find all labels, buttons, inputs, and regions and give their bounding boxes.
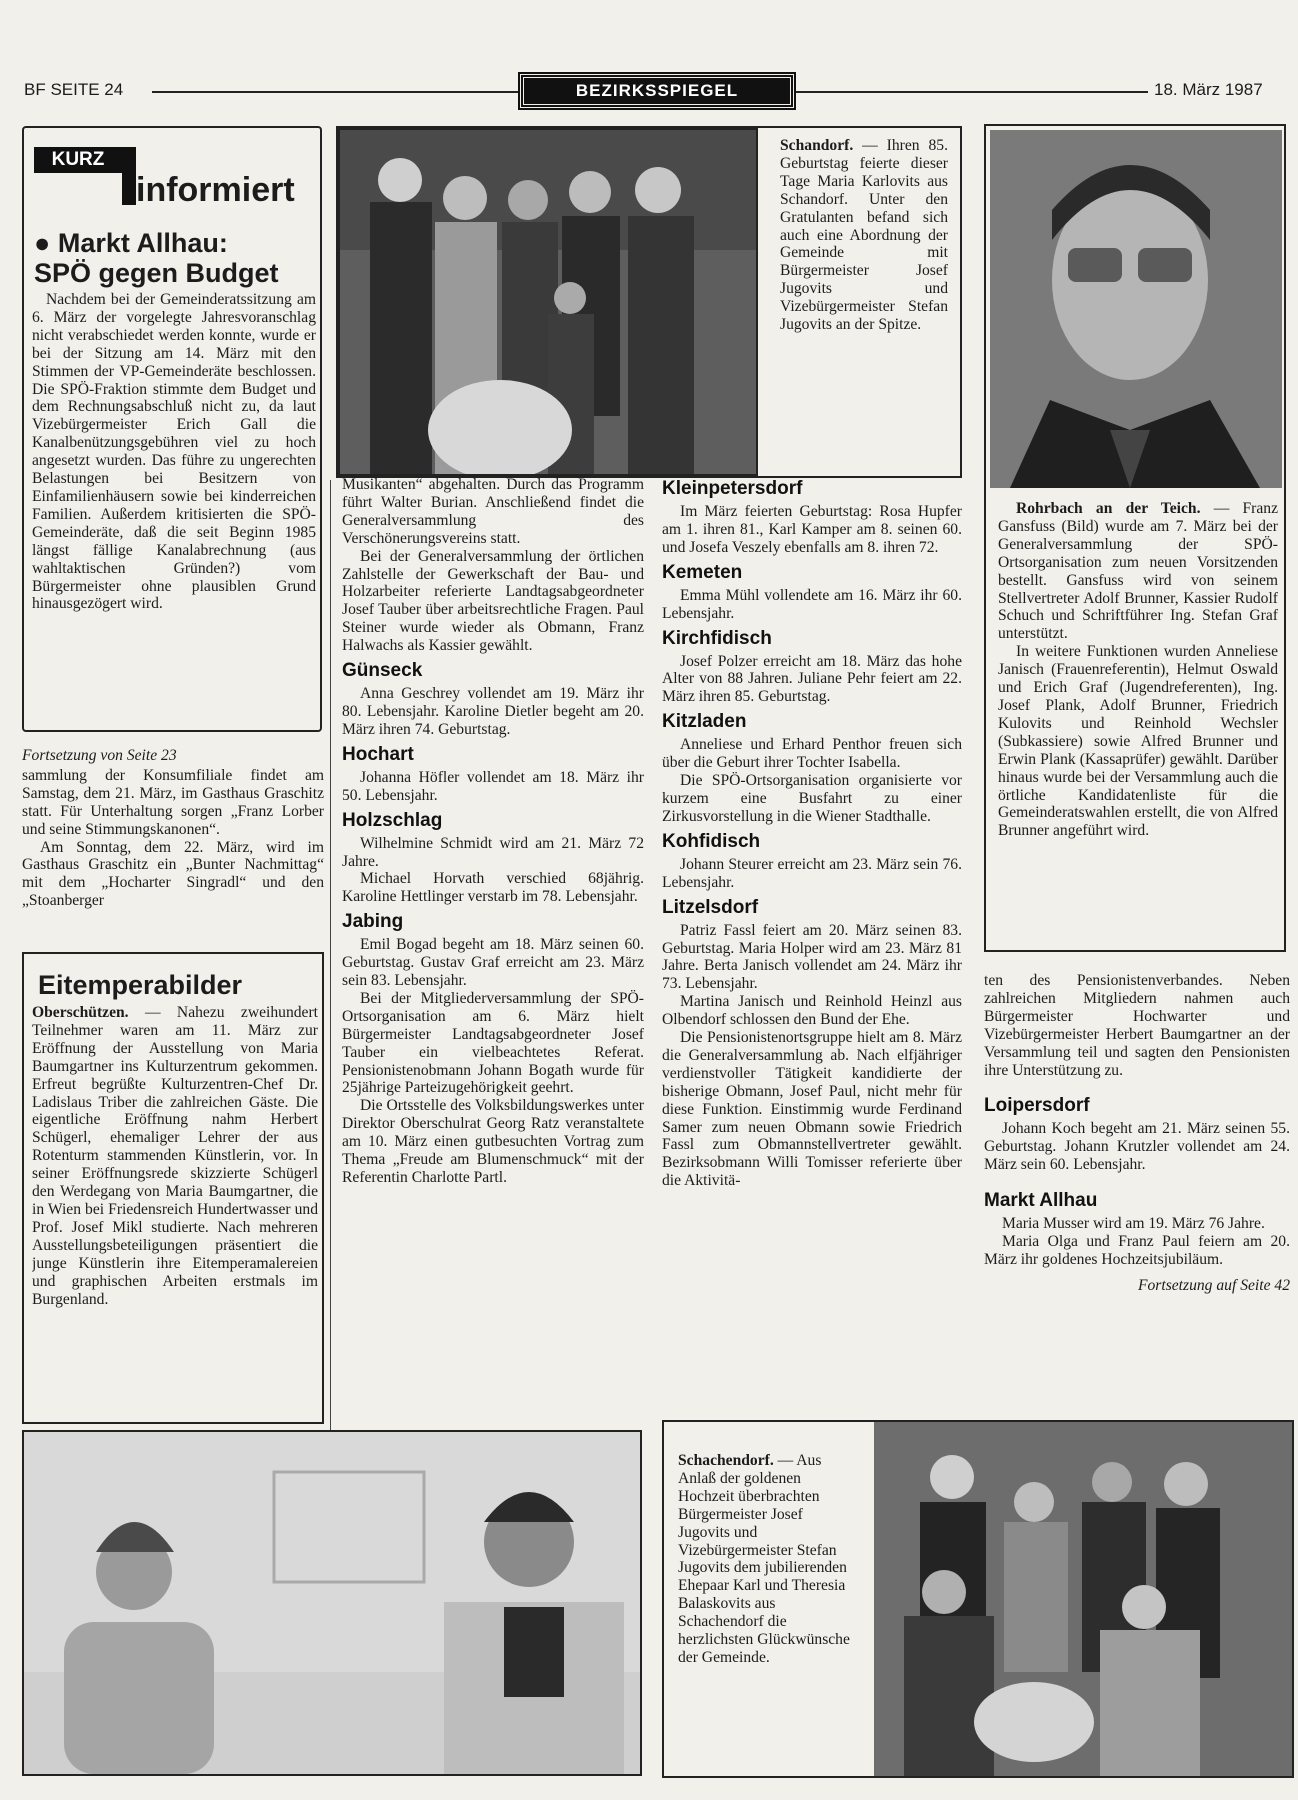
guenseck-text: Anna Geschrey vollendet am 19. März ihr 80. Lebensjahr. Karoline Dietler begeht am 20. März ihren 74. Geburtstag. [342, 685, 644, 738]
heading-guenseck: Günseck [342, 660, 423, 682]
kurz-headline-1: Markt Allhau: [57, 228, 228, 258]
litzelsdorf-text-3: Die Pensionistenortsgruppe hielt am 8. März die Generalversammlung ab. Nach elfjähriger verdienstvoller Tätigkeit kandidierte der bisherige Obmann, Josef Paul, nicht mehr für diese Funktion. Einstimmig wurde Ferdinand Samer zum neuen Obmann sowie Friedrich Fassl zum Obmannstellvertreter gewählt. Bezirksobmann Willi Tomisser referierte über die Aktivitä- [662, 1029, 962, 1190]
heading-kleinpetersdorf: Kleinpetersdorf [662, 478, 803, 499]
kurz-title: informiert [136, 172, 295, 208]
kohfidisch-text: Johann Steurer erreicht am 23. März sein 76. Lebensjahr. [662, 855, 962, 891]
heading-jabing: Jabing [342, 911, 404, 933]
litzelsdorf-text-2: Martina Janisch und Reinhold Heinzl aus Olbendorf schlossen den Bund der Ehe. [662, 993, 962, 1029]
rohrbach-place: Rohrbach an der Teich. [1016, 500, 1201, 517]
kirchfidisch-text: Josef Polzer erreicht am 18. März das hohe Alter von 88 Jahren. Juliane Pehr feiert am 22. März ihren 85. Geburtstag. [662, 652, 962, 706]
schandorf-text: — Ihren 85. Geburtstag feierte dieser Tage Maria Karlovits aus Schandorf. Unter den Gratulanten befand sich auch eine Abordnung der Gemeinde mit Bürgermeister Josef Jugovits und Vizebürgermeister Stefan Jugovits an der Spitze. [780, 137, 948, 334]
rohrbach-portrait [990, 130, 1282, 488]
continuation-p1: sammlung der Konsumfiliale findet am Samstag, dem 21. März, im Gasthaus Graschitz statt. Für Unterhaltung sorgen „Franz Lorber und seine Stimmungskanonen“. [22, 766, 324, 838]
column-2 [342, 476, 644, 1430]
schachendorf-photo [874, 1422, 1294, 1776]
issue-date: 18. März 1987 [1154, 80, 1263, 99]
heading-kirchfidisch: Kirchfidisch [662, 627, 772, 649]
eitemper-title: Eitemperabilder [38, 970, 243, 1000]
bullet-icon: ● [34, 228, 51, 258]
kitzladen-text-2: Die SPÖ-Ortsorganisation organisierte vor kurzem eine Busfahrt zu einer Zirkusvorstellung in die Wiener Stadthalle. [662, 772, 962, 825]
rohrbach-box [984, 124, 1286, 952]
holzschlag-text-1: Wilhelmine Schmidt wird am 21. März 72 Jahre. [342, 834, 644, 870]
schachendorf-text: — Aus Anlaß der goldenen Hochzeit überbrachten Bürgermeister Josef Jugovits und Vizebürgermeister Stefan Jugovits dem jubilierenden Ehepaar Karl und Theresia Balaskovits aus Schachendorf die herzlichsten Glückwünsche der Gemeinde. [678, 1452, 850, 1666]
loipersdorf-text: Johann Koch begeht am 21. März seinen 55. Geburtstag. Johann Krutzler vollendet am 24. März sein 60. Lebensjahr. [984, 1120, 1290, 1174]
schachendorf-place: Schachendorf. [678, 1452, 774, 1469]
kurz-informiert-box [22, 126, 322, 732]
kitzladen-text-1: Anneliese und Erhard Penthor freuen sich über die Geburt ihrer Tochter Isabella. [662, 736, 962, 772]
litzelsdorf-text-1: Patriz Fassl feiert am 20. März seinen 83. Geburtstag. Maria Holper wird am 23. März 81 Jahre. Berta Janisch vollendet am 24. März ihr 73. Lebensjahr. [662, 921, 962, 993]
column-3 [662, 476, 962, 1426]
col4-p1: ten des Pensionistenverbandes. Neben zahlreichen Mitgliedern nahmen auch Bürgermeister Hochwarter und Vizebürgermeister Herbert Baumgartner an der Versammlung teil und sagten den Pensionisten ihre Unterstützung zu. [984, 972, 1290, 1079]
column-4 [984, 972, 1290, 1404]
page-header [0, 0, 1298, 115]
eitemper-body [32, 1004, 318, 1308]
kurz-body: Nachdem bei der Gemeinderatssitzung am 6. März der vorgelegte Jahresvoranschlag nicht verabschiedet werden konnte, wurde er bei der Sitzung am 14. März mit den Stimmen der VP-Gemeinderäte beschlossen. Die SPÖ-Fraktion stimmte dem Budget und dem Rechnungsabschluß nicht zu, da laut Vizebürgermeister Erich Gall die Kanalbenützungsgebühren viel zu hoch angesetzt wurden. Das führe zu ungerechten Belastungen bei Besitzern von Einfamilienhäusern sowie bei kinderreichen Familien. Außerdem kritisierten die SPÖ-Gemeinderäte, daß die seit Beginn 1985 längst fällige Kanalabrechnung (aus wahltaktischen Gründen?) vom Bürgermeister ohne plausiblen Grund hinausgezögert wird. [32, 291, 316, 613]
kurz-bar [122, 147, 136, 205]
heading-kitzladen: Kitzladen [662, 711, 747, 733]
jabing-text-2: Bei der Mitgliederversammlung der SPÖ-Ortsorganisation am 6. März hielt Bürgermeister Landtagsabgeordneter Josef Tauber ein vielbeachtetes Referat. Pensionistenobmann Johann Bogath wurde für 25jährige Parteizugehörigkeit geehrt. [342, 989, 644, 1097]
heading-kohfidisch: Kohfidisch [662, 830, 761, 852]
eitemper-photo [22, 1430, 642, 1776]
header-rule-right [796, 91, 1148, 93]
col2-p1: Musikanten“ abgehalten. Durch das Programm führt Walter Burian. Anschließend findet die Generalversammlung des Verschönerungsvereins statt. [342, 476, 644, 547]
section-label: BEZIRKSSPIEGEL [520, 74, 794, 108]
eitemper-place: Oberschützen. [32, 1004, 129, 1021]
column-rule-2 [330, 480, 331, 1430]
schandorf-border [336, 126, 962, 478]
heading-markt-allhau: Markt Allhau [984, 1190, 1098, 1212]
heading-litzelsdorf: Litzelsdorf [662, 896, 759, 918]
schandorf-place: Schandorf. [780, 137, 854, 154]
kleinpetersdorf-text: Im März feierten Geburtstag: Rosa Hupfer am 1. ihren 81., Karl Kamper am 8. seinen 60. und Josefa Veszely ebenfalls am 8. ihren 72. [662, 503, 962, 556]
kurz-headline [34, 228, 319, 288]
page-number: BF SEITE 24 [24, 80, 124, 99]
continuation-to: Fortsetzung auf Seite 42 [1137, 1276, 1290, 1294]
markt-allhau-text-2: Maria Olga und Franz Paul feiern am 20. März ihr goldenes Hochzeitsjubiläum. [984, 1233, 1290, 1268]
col2-p2: Bei der Generalversammlung der örtlichen Zahlstelle der Gewerkschaft der Bau- und Holzarbeiter referierte Landtagsabgeordneter Josef Tauber über arbeitsrechtliche Fragen. Paul Steiner wurde wieder als Obmann, Franz Halwachs als Kassier gewählt. [342, 547, 644, 655]
portrait-image [990, 130, 1282, 488]
heading-hochart: Hochart [342, 743, 414, 765]
rohrbach-p2: In weitere Funktionen wurden Anneliese Janisch (Frauenreferentin), Helmut Oswald und Erich Graf (Jugendreferenten), Ing. Josef Plank, Adolf Brunner, Friedrich Kulovits und Reinhold Wechsler (Subkassiere) sowie Alfred Brunner und Erwin Plank (Kassaprüfer) gewählt. Darüber hinaus wurde bei der Versammlung auch die örtliche Kandidatenliste für die Gemeinderatswahlen erstellt, die von Alfred Brunner angeführt wird. [998, 643, 1278, 840]
exhibition-photo-image [24, 1432, 640, 1774]
schachendorf-caption [678, 1452, 850, 1667]
couple-photo-image [874, 1422, 1294, 1776]
heading-kemeten: Kemeten [662, 561, 743, 583]
continuation-from [22, 747, 324, 910]
eitemper-text: — Nahezu zweihundert Teilnehmer waren am 11. März zur Eröffnung der Ausstellung von Maria Baumgartner ins Kulturzentrum gekommen. Erfreut begrüßte Kulturzentren-Chef Dr. Ladislaus Triber die zahlreichen Gäste. Die eigentliche Eröffnung nahm Herbert Schügerl, ehemaliger Lehrer der aus Rotenturm stammenden Künstlerin, vor. In seiner Eröffnungsrede skizzierte Schügerl den Werdegang von Maria Baumgartner, die in Wien bei Friedensreich Hundertwasser und Prof. Josef Mikl studierte. Nach mehreren Ausstellungsbeteiligungen präsentiert die junge Künstlerin ihre Eitemperamalereien und graphischen Arbeiten erstmals im Burgenland. [32, 1004, 318, 1308]
jabing-text-3: Die Ortsstelle des Volksbildungswerkes unter Direktor Oberschulrat Georg Ratz veranstaltete am 10. März einen gutbesuchten Vortrag zum Thema „Freude am Blumenschmuck“ mit der Referentin Charlotte Partl. [342, 1097, 644, 1186]
continuation-label: Fortsetzung von Seite 23 [22, 747, 177, 764]
markt-allhau-text-1: Maria Musser wird am 19. März 76 Jahre. [1002, 1215, 1265, 1233]
rohrbach-text [998, 500, 1278, 840]
hochart-text: Johanna Höfler vollendet am 18. März ihr 50. Lebensjahr. [342, 768, 644, 804]
holzschlag-text-2: Michael Horvath verschied 68jährig. Karoline Hettlinger verstarb im 78. Lebensjahr. [342, 870, 644, 906]
kemeten-text: Emma Mühl vollendete am 16. März ihr 60. Lebensjahr. [662, 586, 962, 622]
rohrbach-body: — Franz Gansfuss (Bild) wurde am 7. März bei der Generalversammlung der SPÖ-Ortsorganisation zum neuen Vorsitzenden bestellt. Gansfuss wird von seinem Stellvertreter Adolf Brunner, Kassier Rudolf Schuch und Schriftführer Ing. Stefan Graf unterstützt. [998, 500, 1278, 643]
jabing-text-1: Emil Bogad begeht am 18. März seinen 60. Geburtstag. Gustav Graf erreicht am 23. März sein 83. Lebensjahr. [342, 936, 644, 990]
kurz-badge: KURZ [34, 147, 122, 173]
schachendorf-box [662, 1420, 1294, 1778]
heading-holzschlag: Holzschlag [342, 809, 443, 831]
kurz-headline-2: SPÖ gegen Budget [34, 258, 279, 288]
continuation-p2: Am Sonntag, dem 22. März, wird im Gasthaus Graschitz ein „Bunter Nachmittag“ mit dem „Hocharter Singradl“ und den „Stoanberger [22, 838, 324, 910]
heading-loipersdorf: Loipersdorf [984, 1095, 1090, 1117]
eitemperabilder-box [22, 952, 324, 1424]
header-rule-left [152, 91, 520, 93]
